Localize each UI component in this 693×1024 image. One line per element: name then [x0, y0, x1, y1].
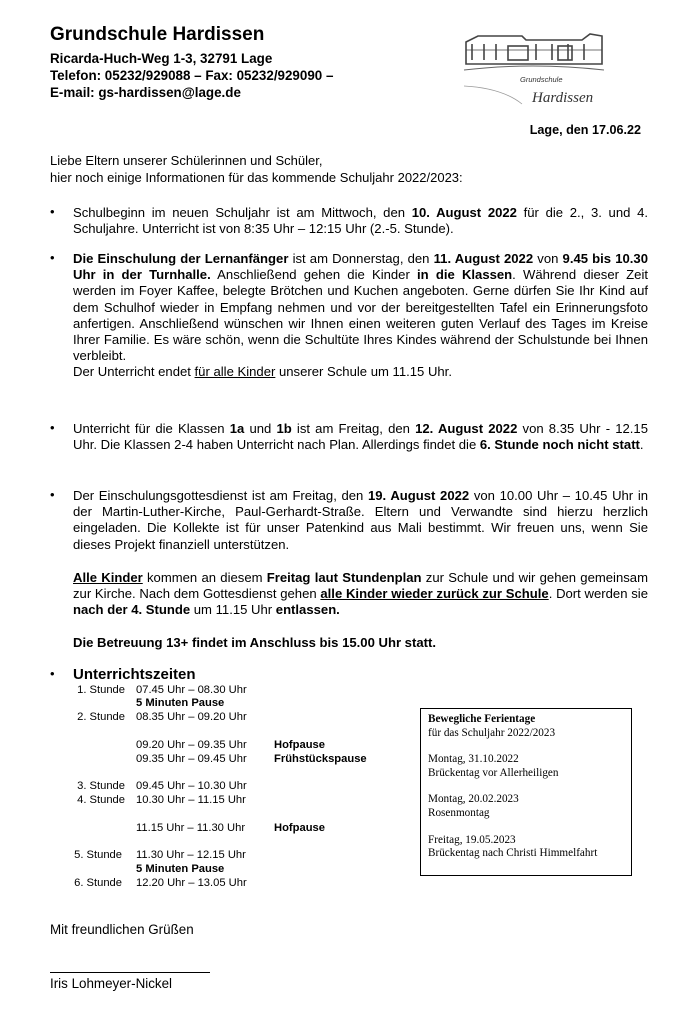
info-first-day-classes: Unterricht für die Klassen 1a und 1b ist am Freitag, den 12. August 2022 von 8.35 Uhr - 12.15 Uhr. Die Klassen 2-4 haben Unterricht nach Plan. Allerdings findet die 6. Stunde noch nicht statt. [73, 421, 648, 453]
holidays-box [420, 708, 632, 876]
bullet-dot: • [50, 250, 55, 265]
timetable: 1. Stunde 07.45 Uhr – 08.30 Uhr 5 Minuten Pause 2. Stunde 08.35 Uhr – 09.20 Uhr 09.20 Uhr – 09.35 Uhr Hofpause 09.35 Uhr – 09.45 Uhr Frühstückspause 3. Stunde 09.45 Uhr – 10.30 Uhr 4. Stunde 10.30 Uhr – 11.15 Uhr 11.15 Uhr – 11.30 Uhr Hofpause 5. Stunde 11.30 Uhr – 12.15 Uhr 5 Minuten Pause 6. Stunde 12.20 Uhr – 13.05 Uhr [74, 684, 367, 889]
info-all-children: Alle Kinder kommen an diesem Freitag laut Stundenplan zur Schule und wir gehen gemeinsam zur Kirche. Nach dem Gottesdienst gehen alle Kinder wieder zurück zur Schule. Dort werden sie nach der 4. Stunde um 11.15 Uhr entlassen. [73, 570, 648, 618]
holiday-name: Brückentag vor Allerheiligen [428, 766, 559, 779]
signature-name: Iris Lohmeyer-Nickel [50, 976, 173, 991]
bullet-dot: • [50, 420, 55, 435]
school-logo [462, 30, 607, 110]
school-name: Grundschule Hardissen [50, 24, 265, 45]
info-enrollment: Die Einschulung der Lernanfänger ist am Donnerstag, den 11. August 2022 von 9.45 bis 10.30 Uhr in der Turnhalle. Anschließend gehen die Kinder in die Klassen. Während dieser Zeit werden im Foyer Kaffee, belegte Brötchen und Kuchen angeboten. Gerne dürfen Sie Ihr Kind auf dem Schulhof wieder in Empfang nehmen und vor der bereitgestellten Tafel ein Erinnerungsfoto anfertigen. Anschließend wünschen wir Ihnen einen weiteren guten Verlauf des Tages im Kreise Ihrer Familie. Es wäre schön, wenn die Schultüte Ihres Kindes während der Schulstunde bei Ihnen verbleibt. Der Unterricht endet für alle Kinder unserer Schule um 11.15 Uhr. [73, 251, 648, 380]
salutation [50, 152, 650, 186]
info-care-13plus: Die Betreuung 13+ findet im Anschluss bis 15.00 Uhr statt. [73, 635, 436, 650]
info-school-start: Schulbeginn im neuen Schuljahr ist am Mittwoch, den 10. August 2022 für die 2., 3. und 4. Schuljahre. Unterricht ist von 8:35 Uhr – 12:15 Uhr (2.-5. Stunde). [73, 205, 648, 237]
school-address: Ricarda-Huch-Weg 1-3, 32791 Lage [50, 51, 273, 66]
svg-text:Grundschule: Grundschule [520, 75, 563, 84]
holidays-subtitle: für das Schuljahr 2022/2023 [428, 726, 556, 739]
timetable-title: Unterrichtszeiten [73, 666, 196, 683]
school-email: E-mail: gs-hardissen@lage.de [50, 85, 241, 100]
bullet-dot: • [50, 666, 55, 681]
bullet-dot: • [50, 487, 55, 502]
info-church-service [73, 488, 648, 553]
holiday-name: Rosenmontag [428, 806, 490, 819]
holiday-date: Montag, 20.02.2023 [428, 793, 519, 806]
svg-text:Hardissen: Hardissen [532, 90, 594, 106]
holiday-name: Brückentag nach Christi Himmelfahrt [428, 847, 598, 860]
school-phone-fax: Telefon: 05232/929088 – Fax: 05232/929090 – [50, 68, 334, 83]
holiday-date: Montag, 31.10.2022 [428, 753, 519, 766]
church-service-paragraph: Der Einschulungsgottesdienst ist am Freitag, den 19. August 2022 von 10.00 Uhr – 10.45 Uhr in der Martin-Luther-Kirche, Paul-Gerhardt-Straße. Eltern und Verwandte sind hierzu herzlich eingeladen. Die Kollekte ist für unser Patenkind aus Mali bestimmt. Wir freuen uns, wenn Sie dieses Projekt finanziell unterstützen. [73, 488, 649, 552]
salutation-line-2: hier noch einige Informationen für das kommende Schuljahr 2022/2023: [50, 170, 463, 185]
bullet-dot: • [50, 204, 55, 219]
letter-date: Lage, den 17.06.22 [529, 123, 641, 137]
holiday-date: Freitag, 19.05.2023 [428, 833, 516, 846]
holidays-title: Bewegliche Ferientage [428, 713, 536, 725]
salutation-line-1: Liebe Eltern unserer Schülerinnen und Schüler, [50, 153, 323, 168]
signature-line [50, 972, 210, 973]
closing-greeting: Mit freundlichen Grüßen [50, 922, 194, 937]
